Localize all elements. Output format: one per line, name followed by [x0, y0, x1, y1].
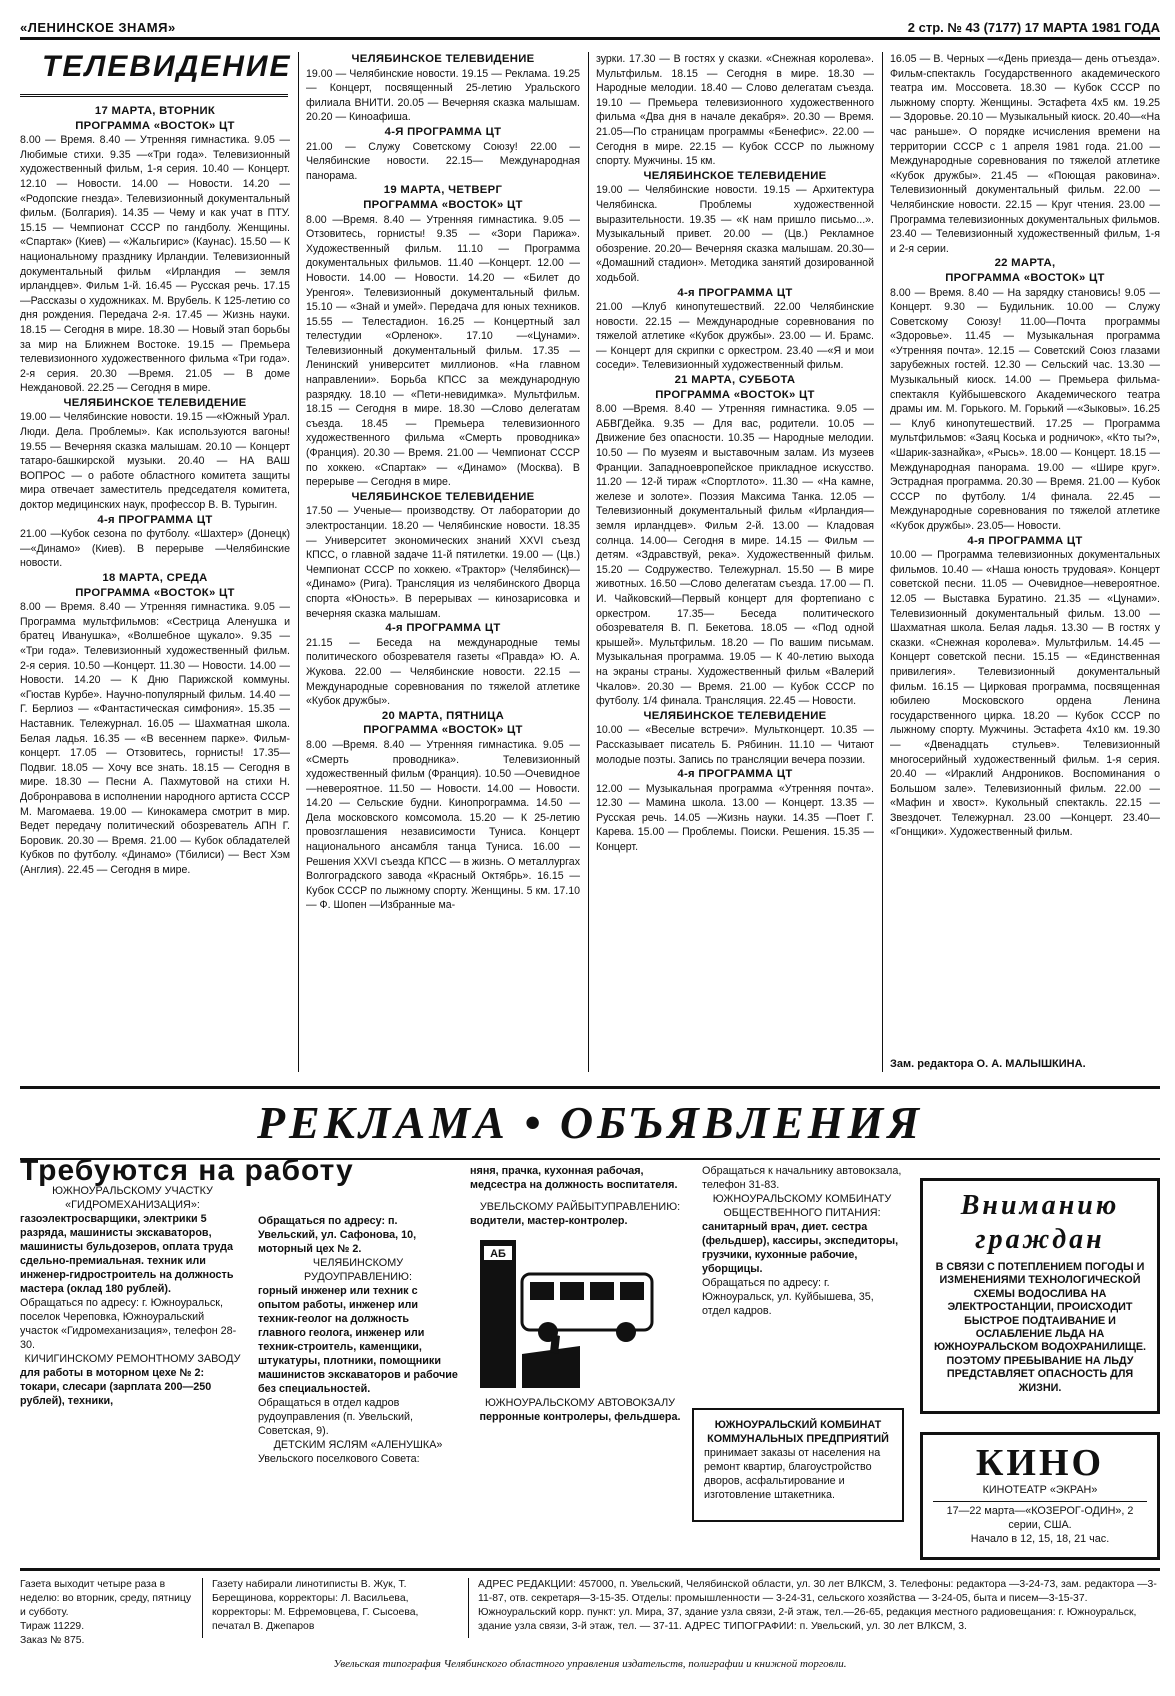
ad-org: ДЕТСКИМ ЯСЛЯМ «АЛЕНУШКА»	[273, 1439, 443, 1451]
program-header: ЧЕЛЯБИНСКОЕ ТЕЛЕВИДЕНИЕ	[63, 396, 247, 409]
cinema-ad	[920, 1432, 1160, 1560]
schedule-text: 8.00 —Время. 8.40 — Утренняя гимнастика. 9.05 — «Смерть проводника». Телевизионный художественный фильм (Франция). 10.50 —Очевидное—невероятное. 11.50 — Новости. 14.00 — Новости. 14.20 — Сельские будни. Кинопрограмма. 14.50 — Дела московского комсомола. 15.20 — К 25-летию провозглашения независимости Туниса. Концерт национального ансамбля танца Туниса. 16.00 — Решения XXVI съезда КПСС — в жизнь. О металлургах Волгоградского завода «Красный Октябрь». 16.15 — Кубок СССР по лыжному спорту. Женщины. 5 км. 17.10 — Ф. Шопен —Избранные ма-	[306, 738, 580, 912]
footer-text: Тираж 11229.	[20, 1621, 85, 1632]
column-divider	[882, 52, 883, 1072]
bus-illustration	[470, 1234, 690, 1390]
printing-house-line: Увельская типография Челябинского областного управления издательств, полиграфии и книжной торговли.	[333, 1658, 847, 1670]
footer-address	[478, 1578, 1160, 1654]
attention-notice	[920, 1178, 1160, 1414]
tv-column-1	[20, 104, 290, 1064]
schedule-text: 8.00 —Время. 8.40 — Утренняя гимнастика. 9.05 — Отзовитесь, горнисты! 9.35 — «Зори Парижа». Художественный фильм. 11.10 — Программа документальных фильмов. 11.40 —Концерт. 12.00 — Новости. 14.00 — Новости. 14.20 — «Билет до Уренгоя». Телевизионный документальный фильм. 15.10 — «Знай и умей». Передача для юных техников. 15.55 — Телестадион. 16.25 — Концертный зал телестудии «Орленок». 17.10 —«Цунами». Телевизионный документальный фильм. 17.35 — Ленинский университет миллионов. «На главном направлении». Борьба КПСС за международную разрядку. 18.10 — «Пети-невидимка». Мультфильм. 18.15 — Сегодня в мире. 18.30 —Слово делегатам съезда. 18.45 — Премьера телевизионного художественного фильма «Смерть проводника» (Франция). 20.30 — Время. 21.00 — Чемпионат СССР по хоккею. «Спартак» — «Динамо» (Москва). В перерыве — Сегодня в мире.	[306, 213, 580, 489]
ad-list: горный инженер или техник с опытом работы, инженер или техник-геолог на должность главного геолога, инженер или техник-строитель, каменщики, штукатуры, плотники, помощники машинистов экскаваторов и рабочие без специальностей.	[258, 1285, 458, 1395]
communal-services-ad	[692, 1408, 904, 1522]
day-header: 22 МАРТА,	[994, 257, 1056, 270]
ad-text: Увельского поселкового Совета:	[258, 1453, 420, 1465]
cinema-program: 17—22 марта—«КОЗЕРОГ-ОДИН», 2 серии, США.	[933, 1501, 1147, 1532]
program-header: ПРОГРАММА «ВОСТОК» ЦТ	[363, 198, 523, 211]
program-header: ЧЕЛЯБИНСКОЕ ТЕЛЕВИДЕНИЕ	[643, 169, 827, 182]
footer-rule	[20, 1568, 1160, 1571]
schedule-text: 16.05 — В. Черных —«День приезда— день отъезда». Фильм-спектакль Государственного академического театра им. Моссовета. 18.30 — Кубок СССР по лыжному спорту. Женщины. Эстафета 4х5 км. 19.25 — Здоровье. 20.10 — Музыкальный киоск. 20.40—«На час раньше». О порядке исчисления времени на территории СССР с 1 апреля 1981 года. 21.00 — Международные соревнования по тяжелой атлетике «Кубок дружбы». 21.45 — «Поющая раковина». Телевизионный документальный фильм. 22.00 — Челябинские новости. 22.15 — Круг чтения. 23.00 — Программа телевизионных документальных фильмов. 23.40 — Телевизионный художественный фильм, 1-я и 2-я серии.	[890, 53, 1161, 255]
ads-section-title: РЕКЛАМА • ОБЪЯВЛЕНИЯ	[256, 1097, 924, 1148]
ad-address: Обращаться в отдел кадров рудоуправления (п. Увельский, Советская, 9).	[258, 1397, 414, 1437]
ad-org: КИЧИГИНСКОМУ РЕМОНТНОМУ ЗАВОДУ	[24, 1353, 241, 1365]
program-header: ПРОГРАММА «ВОСТОК» ЦТ	[363, 724, 523, 737]
schedule-text: 21.00 —Клуб кинопутешествий. 22.00 Челябинские новости. 22.15 — Международные соревнования по тяжелой атлетике «Кубок дружбы». 23.00 — И. Брамс. — Концерт для скрипки с оркестром. 23.40 —«Я и мои соседи». Телевизионный художественный фильм.	[596, 301, 874, 372]
newspaper-name: «ЛЕНИНСКОЕ ЗНАМЯ»	[20, 20, 176, 35]
footer-text: АДРЕС РЕДАКЦИИ: 457000, п. Увельский, Челябинской области, ул. 30 лет ВЛКСМ, 3. Телефоны: редактора —3-24-73, зам. редактора —3-11-87, отв. секретаря—3-15-35. Отделы: промышленности — 3-24-31, сельского хозяйства — 3-24-05, быта и писем—3-15-37. Южноуральский корр. пункт: ул. Мира, 37, здание узла связи, 2-й этаж, тел.—26-65, редакция местного радиовещания: г. Южноуральск, здание узла связи, 3-й этаж, тел. — 37-11. АДРЕС ТИПОГРАФИИ: п. Увельский, ул. 30 лет ВЛКСМ, 3.	[478, 1579, 1157, 1632]
issue-info: 2 стр. № 43 (7177) 17 МАРТА 1981 ГОДА	[907, 20, 1160, 35]
column-divider	[298, 52, 299, 1072]
ad-org: УВЕЛЬСКОМУ РАЙБЫТУПРАВЛЕНИЮ:	[479, 1201, 681, 1213]
title-underline	[20, 94, 288, 97]
ad-headline: Требуются на работу	[20, 1154, 354, 1187]
program-header: ПРОГРАММА «ВОСТОК» ЦТ	[75, 119, 235, 132]
cinema-name: КИНОТЕАТР «ЭКРАН»	[982, 1484, 1098, 1496]
ad-org: ЮЖНОУРАЛЬСКОМУ УЧАСТКУ «ГИДРОМЕХАНИЗАЦИЯ»:	[52, 1185, 213, 1211]
tv-column-2	[306, 52, 580, 1064]
job-ad-3	[470, 1164, 690, 1564]
program-header: ПРОГРАММА «ВОСТОК» ЦТ	[655, 388, 815, 401]
masthead-strip	[20, 18, 1160, 40]
ad-address: Обращаться по адресу: г. Южноуральск, ул. Куйбышева, 35, отдел кадров.	[702, 1277, 874, 1317]
ad-org: ЮЖНОУРАЛЬСКИЙ КОМБИНАТ КОММУНАЛЬНЫХ ПРЕДПРИЯТИЙ	[707, 1419, 889, 1445]
ad-address: Обращаться по адресу: г. Южноуральск, поселок Череповка, Южноуральский участок «Гидромеханизация», телефон 28-30.	[20, 1297, 237, 1351]
job-ad-4	[702, 1164, 902, 1400]
schedule-text: 8.00 —Время. 8.40 — Утренняя гимнастика. 9.05 — АБВГДейка. 9.35 — Для вас, родители. 10.05 — Движение без опасности. 10.35 — Народные мелодии. 10.50 — По музеям и выставочным залам. Из музеев Франции. Западноевропейское прикладное искусство. 11.20 — 12-й тираж «Спортлото». 11.30 — «На камне, железе и золоте». Поэзия Максима Танка. 12.05 — Телевизионный документальный фильм «Ирландия—земля ирландцев». Фильм 2-й. 13.00 — Кладовая солнца. 14.00— Сегодня в мире. 14.15 — Фильм — детям. «Здравствуй, река». Художественный фильм. 15.20 — Содружество. Тележурнал. 15.50 — В мире животных. 16.50 —Слово делегатам съезда. 17.00 — П. И. Чайковский—Первый концерт для фортепиано с оркестром. 17.35— Беседа политического обозревателя В. П. Бекетова. 18.05 — «Под одной крышей». Мультфильм. 18.20 — По вашим письмам. Музыкальная программа. 19.05 — К 40-летию выхода на экраны страны. Художественный фильм «Валерий Чкалов». 20.30 — Время. 21.00 — Кубок СССР по футболу. 1/4 финала. Трансляция. 22.45 — Новости.	[596, 403, 874, 708]
program-header: 4-я ПРОГРАММА ЦТ	[97, 513, 213, 526]
bus-icon	[470, 1234, 670, 1390]
schedule-text: 19.00 — Челябинские новости. 19.15 — Реклама. 19.25 — Концерт, посвященный 25-летию Уральского филиала ВНИТИ. 20.05 — Вечерняя сказка малышам. 20.20 — Киноафиша.	[306, 67, 580, 124]
program-header: ПРОГРАММА «ВОСТОК» ЦТ	[75, 586, 235, 599]
ad-list: перронные контролеры, фельдшера.	[479, 1411, 681, 1423]
schedule-text: 19.00 — Челябинские новости. 19.15 — Архитектура Челябинска. Проблемы художественной выразительности. 19.35 — «К нам пришло письмо...». Музыкальный привет. 20.00 — (Цв.) Рекламное обозрение. 20.20— Вечерняя сказка малышам. 20.30— «Домашний стадион». Методика занятий дозированной ходьбой.	[596, 184, 874, 284]
tv-section-title: ТЕЛЕВИДЕНИЕ	[42, 50, 292, 83]
schedule-text: 19.00 — Челябинские новости. 19.15 —«Южный Урал. Люди. Дела. Проблемы». Как используются вагоны! 19.55 — Вечерняя сказка малышам. 20.10 — Концерт татаро-башкирской музыки. 20.40 — НА ВАШ ВОПРОС — о работе областного комитета защиты мира отвечает заместитель председателя комитета, доктор медицинских наук, профессор В. В. Турыгин.	[20, 411, 290, 512]
schedule-text: 10.00 — Программа телевизионных документальных фильмов. 10.40 — «Наша юность трудовая». Концерт советской песни. 11.05 — Очевидное—невероятное. 12.05 — Выставка Буратино. 21.35 — «Цунами». Телевизионный документальный фильм. 13.00 — Шахматная школа. Белая ладья. 13.30 — В гостях у сказки. «Снежная королева». Мультфильм. 14.45 — Концерт советской песни. 15.15 — «Единственная привилегия». Телевизионный документальный фильм. 16.15 — Цирковая программа, посвященная юбилею Московского ордена Ленина государственного цирка. 18.20 — Кубок СССР по лыжному спорту. Мужчины. Эстафета 4х10 км. 19.30 — «Двенадцать стульев». Телевизионный многосерийный художественный фильм. 1-я серия. 20.40 — «Ираклий Андроников. Воспоминания о Большом зале». Телевизионный фильм. 22.00 — «Мафин и хвост». Кукольный спектакль. 22.15 — Звездочет. Тележурнал. 23.00 —Концерт. 23.40— «Гонщики». Художественный фильм.	[890, 549, 1160, 839]
ad-list: водители, мастер-контролер.	[470, 1215, 628, 1227]
schedule-text: зурки. 17.30 — В гостях у сказки. «Снежная королева». Мультфильм. 18.15 — Сегодня в мире. 18.30 — Народные мелодии. 18.40 — Слово делегатам съезда. 19.10 — Премьера телевизионного художественного фильма «Два дня в начале декабря». 20.30 — Время. 21.05—По страницам программы «Бенефис». 22.00 — Сегодня в мире. 22.15 — Кубок СССР по лыжному спорту. Мужчины. 15 км.	[596, 53, 874, 168]
ad-list: для работы в моторном цехе № 2: токари, слесари (зарплата 200—250 рублей), техники,	[20, 1367, 212, 1407]
job-ad-2	[258, 1214, 458, 1564]
schedule-text: 21.00 —Кубок сезона по футболу. «Шахтер» (Донецк)—«Динамо» (Киев). В перерыве —Челябинские новости.	[20, 528, 290, 570]
schedule-text: 8.00 — Время. 8.40 — Утренняя гимнастика. 9.05 — Любимые стихи. 9.35 —«Три года». Телевизионный художественный фильм, 1-я серия. 10.40 — Концерт. 12.10 — Новости. 14.00 — Новости. 14.20 — «Родопские гнезда». Телевизионный документальный фильм. (Болгария). 14.35 — Чему и как учат в ПТУ. 15.15 — Чемпионат СССР по гандболу. Женщины. «Спартак» (Киев) — «Жальгирис» (Каунас). 15.50 — К национальному празднику Ирландии. Телевизионный документальный фильм «Ирландия — земля ирландцев». Фильм 1-й. 16.45 — Русская речь. 17.15 —Рассказы о художниках. М. Врубель. К 125-летию со дня рождения. Передача 2-я. 17.45 — Жизнь науки. 18.15 — Сегодня в мире. 18.30 — Новый этап борьбы за мир на Ближнем Востоке. 19.15 — Премьера телевизионного художественного фильма «Три года». 2-я серия. 20.30 —Время. 21.05 — В доме Неждановой. 22.25 — Сегодня в мире.	[20, 134, 290, 395]
program-header: ЧЕЛЯБИНСКОЕ ТЕЛЕВИДЕНИЕ	[643, 709, 827, 722]
tv-column-3	[596, 52, 874, 1064]
program-header: 4-я ПРОГРАММА ЦТ	[385, 622, 501, 635]
footer-publication-info	[20, 1578, 192, 1654]
tv-column-4	[890, 52, 1160, 1048]
bus-stop-sign: АБ	[490, 1248, 506, 1260]
ad-text: принимает заказы от населения на ремонт квартир, благоустройство дворов, асфальтирование и изготовление штакетника.	[704, 1447, 881, 1501]
cinema-times: Начало в 12, 15, 18, 21 час.	[970, 1533, 1110, 1545]
ad-list: няня, прачка, кухонная рабочая, медсестра на должность воспитателя.	[470, 1165, 678, 1191]
ad-list: газоэлектросварщики, электрики 5 разряда, машинисты экскаваторов, машинисты бульдозеров, оплата труда сдельно-премиальная. техник или инженер-гидростроитель на должность мастера (оклад 180 рублей).	[20, 1213, 234, 1295]
program-header: 4-Я ПРОГРАММА ЦТ	[384, 125, 502, 138]
ad-org: ЮЖНОУРАЛЬСКОМУ АВТОВОКЗАЛУ	[484, 1397, 676, 1409]
footer-divider	[468, 1578, 469, 1638]
day-header: 17 МАРТА, ВТОРНИК	[94, 105, 216, 117]
program-header: 4-я ПРОГРАММА ЦТ	[677, 768, 793, 781]
ad-address: Обращаться по адресу: п. Увельский, ул. Сафонова, 10, моторный цех № 2.	[258, 1215, 417, 1255]
schedule-text: 10.00 — «Веселые встречи». Мультконцерт. 10.35 — Рассказывает писатель Б. Рябинин. 11.10 — Читают молодые поэты. Запись по трансляции вечера поэзии.	[596, 724, 874, 766]
schedule-text: 21.00 — Служу Советскому Союзу! 22.00 — Челябинские новости. 22.15— Международная панорама.	[306, 140, 580, 182]
program-header: 4-я ПРОГРАММА ЦТ	[967, 534, 1083, 547]
footer-text: Газету набирали линотиписты В. Жук, Т. Берещинова, корректоры: Л. Васильева, корректоры: М. Ефремовцева, Г. Сысоева, печатал В. Джепаров	[212, 1579, 419, 1632]
day-header: 21 МАРТА, СУББОТА	[674, 374, 796, 387]
program-header: 4-я ПРОГРАММА ЦТ	[677, 286, 793, 299]
day-header: 20 МАРТА, ПЯТНИЦА	[381, 709, 505, 722]
day-header: 19 МАРТА, ЧЕТВЕРГ	[383, 184, 503, 197]
program-header: ПРОГРАММА «ВОСТОК» ЦТ	[945, 271, 1105, 284]
program-header: ЧЕЛЯБИНСКОЕ ТЕЛЕВИДЕНИЕ	[351, 490, 535, 503]
ad-list: санитарный врач, диет. сестра (фельдшер), кассиры, экспедиторы, грузчики, кухонные рабочие, уборщицы.	[702, 1221, 899, 1275]
newspaper-page	[20, 18, 1160, 1678]
editor-signature: Зам. редактора О. А. МАЛЫШКИНА.	[890, 1058, 1086, 1070]
program-header: ЧЕЛЯБИНСКОЕ ТЕЛЕВИДЕНИЕ	[351, 53, 535, 65]
footer-divider	[202, 1578, 203, 1638]
notice-text: В СВЯЗИ С ПОТЕПЛЕНИЕМ ПОГОДЫ И ИЗМЕНЕНИЯМИ ТЕХНОЛОГИЧЕСКОЙ СХЕМЫ ВОДОСЛИВА НА ЭЛЕКТРОСТАНЦИИ, ПРОИСХОДИТ БЫСТРОЕ ПОДТАИВАНИЕ И ОСЛАБЛЕНИЕ ЛЬДА НА ЮЖНОУРАЛЬСКОМ ВОДОХРАНИЛИЩЕ. ПОЭТОМУ ПРЕБЫВАНИЕ НА ЛЬДУ ПРЕДСТАВЛЯЕТ ОПАСНОСТЬ ДЛЯ ЖИЗНИ.	[933, 1261, 1147, 1394]
schedule-text: 8.00 — Время. 8.40 — Утренняя гимнастика. 9.05 — Программа мультфильмов: «Сестрица Аленушка и братец Иванушка», «Волшебное щукало». 9.35 — «Три года». Телевизионный художественный фильм. 2-я серия. 10.50 —Концерт. 11.30 — Новости. 14.00 — Новости. 14.20 — К Дню Парижской коммуны. «Гюстав Курбе». Научно-популярный фильм. 14.40 —Г. Берлиоз — «Фантастическая симфония». 15.35 — Наставник. Тележурнал. 16.05 — Шахматная школа. Белая ладья. 16.35 — «В весеннем парке». Фильм-концерт. 17.05 — Отзовитесь, горнисты! 17.35— Подвиг. 18.05 — Хочу все знать. 18.15 — Сегодня в мире. 18.30 — Песни А. Пахмутовой на стихи Н. Добронравова в исполнении народного артиста СССР М. Магомаева. 19.00 — Кинокамера смотрит в мир. Ведет передачу политический обозреватель АПН Г. Боровик. 20.30 — Время. 21.00 — Кубок обладателей Кубков по футболу. «Динамо» (Тбилиси) — Вест Хэм (Англия). 22.45 — Сегодня в мире.	[20, 601, 290, 876]
section-rule	[20, 1086, 1160, 1089]
schedule-text: 21.15 — Беседа на международные темы политического обозревателя газеты «Правда» Ю. А. Жукова. 22.00 — Челябинские новости. 22.15 — Международные соревнования по тяжелой атлетике «Кубок дружбы».	[306, 636, 580, 708]
cinema-title: КИНО	[975, 1442, 1105, 1484]
notice-title: Вниманию граждан	[960, 1190, 1120, 1255]
schedule-text: 8.00 — Время. 8.40 — На зарядку становись! 9.05 — Концерт. 9.30 — Будильник. 10.00 — Служу Советскому Союзу! 11.00—Почта программы «Здоровье». 11.45 — Музыкальная программа «Утренняя почта». 12.15 — Советский Союз глазами зарубежных гостей. 12.30 — Сельский час. 13.30 — Музыкальный киоск. 14.00 — Премьера фильма-спектакля Куйбышевского Академического театра драмы им. М. Горького. М. Горький —«Зыковы». 16.25 — Клуб кинопутешествий. 17.25 — Программа мультфильмов: «Заяц Коська и родничок», «Кто ты?», «Шарик-зазнайка», «Рысь». 18.00 — Концерт. 18.15 — Международная панорама. 19.00 — «Шире круг». Эстрадная программа. 20.30 — Время. 21.00 — Кубок СССР по футболу. 1/4 финала. 22.45 — Международные соревнования по тяжелой атлетике «Кубок дружбы». 23.05— Новости.	[890, 286, 1160, 532]
ad-org: ЮЖНОУРАЛЬСКОМУ КОМБИНАТУ ОБЩЕСТВЕННОГО ПИТАНИЯ:	[712, 1193, 892, 1219]
footer-text: Заказ № 875.	[20, 1635, 85, 1646]
ad-org: ЧЕЛЯБИНСКОМУ РУДОУПРАВЛЕНИЮ:	[304, 1257, 412, 1283]
schedule-text: 17.50 — Ученые— производству. От лаборатории до электростанции. 18.20 — Челябинские новости. 18.35 — Университет экономических знаний XXVI съезд КПСС, о главной задаче 11-й пятилетки. 19.00 — (Цв.) Чемпионат СССР по хоккею. «Трактор» (Челябинск)— «Динамо» (Рига). Трансляция из челябинского Дворца спорта «Юность». В перерывах — кинозарисовка и вечерняя сказка малышам.	[306, 505, 580, 620]
column-divider	[588, 52, 589, 1072]
schedule-text: 12.00 — Музыкальная программа «Утренняя почта». 12.30 — Мамина школа. 13.00 — Концерт. 13.35 — Русская речь. 14.05 —Жизнь науки. 14.35 —Поет Г. Карева. 15.00 — Проблемы. Поиски. Решения. 15.35 — Концерт.	[596, 782, 874, 854]
footer-typesetters	[212, 1578, 458, 1654]
day-header: 18 МАРТА, СРЕДА	[102, 572, 208, 584]
footer-text: Газета выходит четыре раза в неделю: во вторник, среду, пятницу и субботу.	[20, 1579, 192, 1618]
ad-address: Обращаться к начальнику автовокзала, телефон 31-83.	[702, 1165, 902, 1191]
